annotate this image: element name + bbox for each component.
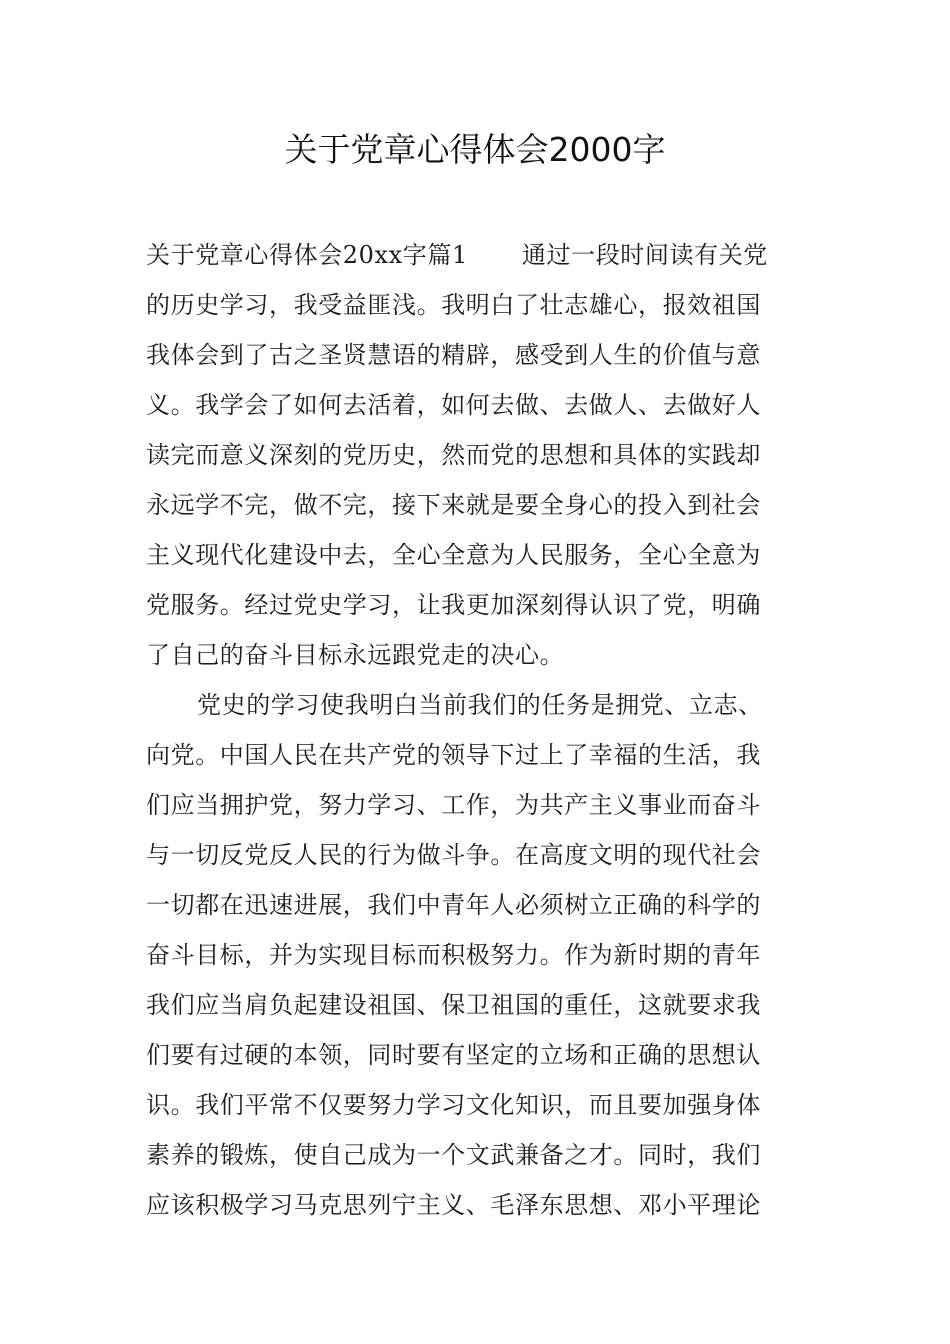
paragraph-start-line: 党史的学习使我明白当前我们的任务是拥党、立志、 xyxy=(197,691,763,719)
body-line: 一切都在迅速进展，我们中青年人必须树立正确的科学的 xyxy=(146,891,761,919)
body-line: 我体会到了古之圣贤慧语的精辟，感受到人生的价值与意 xyxy=(146,341,761,369)
body-line: 党服务。经过党史学习，让我更加深刻得认识了党，明确 xyxy=(146,591,761,619)
document-title: 关于党章心得体会2000字 xyxy=(284,130,666,169)
document-body xyxy=(146,230,810,1230)
section-heading: 关于党章心得体会20xx字篇1 xyxy=(146,241,468,269)
body-line: 向党。中国人民在共产党的领导下过上了幸福的生活，我 xyxy=(146,741,761,769)
body-line: 了自己的奋斗目标永远跟党走的决心。 xyxy=(146,641,565,669)
body-line: 识。我们平常不仅要努力学习文化知识，而且要加强身体 xyxy=(146,1091,761,1119)
body-line: 应该积极学习马克思列宁主义、毛泽东思想、邓小平理论 xyxy=(146,1191,761,1219)
body-line: 们要有过硬的本领，同时要有坚定的立场和正确的思想认 xyxy=(146,1041,761,1069)
body-line: 素养的锻炼，使自己成为一个文武兼备之才。同时，我们 xyxy=(146,1141,761,1169)
section-lead-text: 通过一段时间读有关党 xyxy=(521,241,768,269)
body-line: 读完而意义深刻的党历史，然而党的思想和具体的实践却 xyxy=(146,441,761,469)
body-line: 奋斗目标，并为实现目标而积极努力。作为新时期的青年 xyxy=(146,941,761,969)
body-line: 永远学不完，做不完，接下来就是要全身心的投入到社会 xyxy=(146,491,761,519)
body-line: 义。我学会了如何去活着，如何去做、去做人、去做好人 xyxy=(146,391,761,419)
body-line: 的历史学习，我受益匪浅。我明白了壮志雄心，报效祖国 xyxy=(146,291,761,319)
body-line: 们应当拥护党，努力学习、工作，为共产主义事业而奋斗 xyxy=(146,791,761,819)
first-line xyxy=(146,230,810,280)
body-line: 主义现代化建设中去，全心全意为人民服务，全心全意为 xyxy=(146,541,761,569)
body-line: 我们应当肩负起建设祖国、保卫祖国的重任，这就要求我 xyxy=(146,991,761,1019)
body-line: 与一切反党反人民的行为做斗争。在高度文明的现代社会 xyxy=(146,841,761,869)
